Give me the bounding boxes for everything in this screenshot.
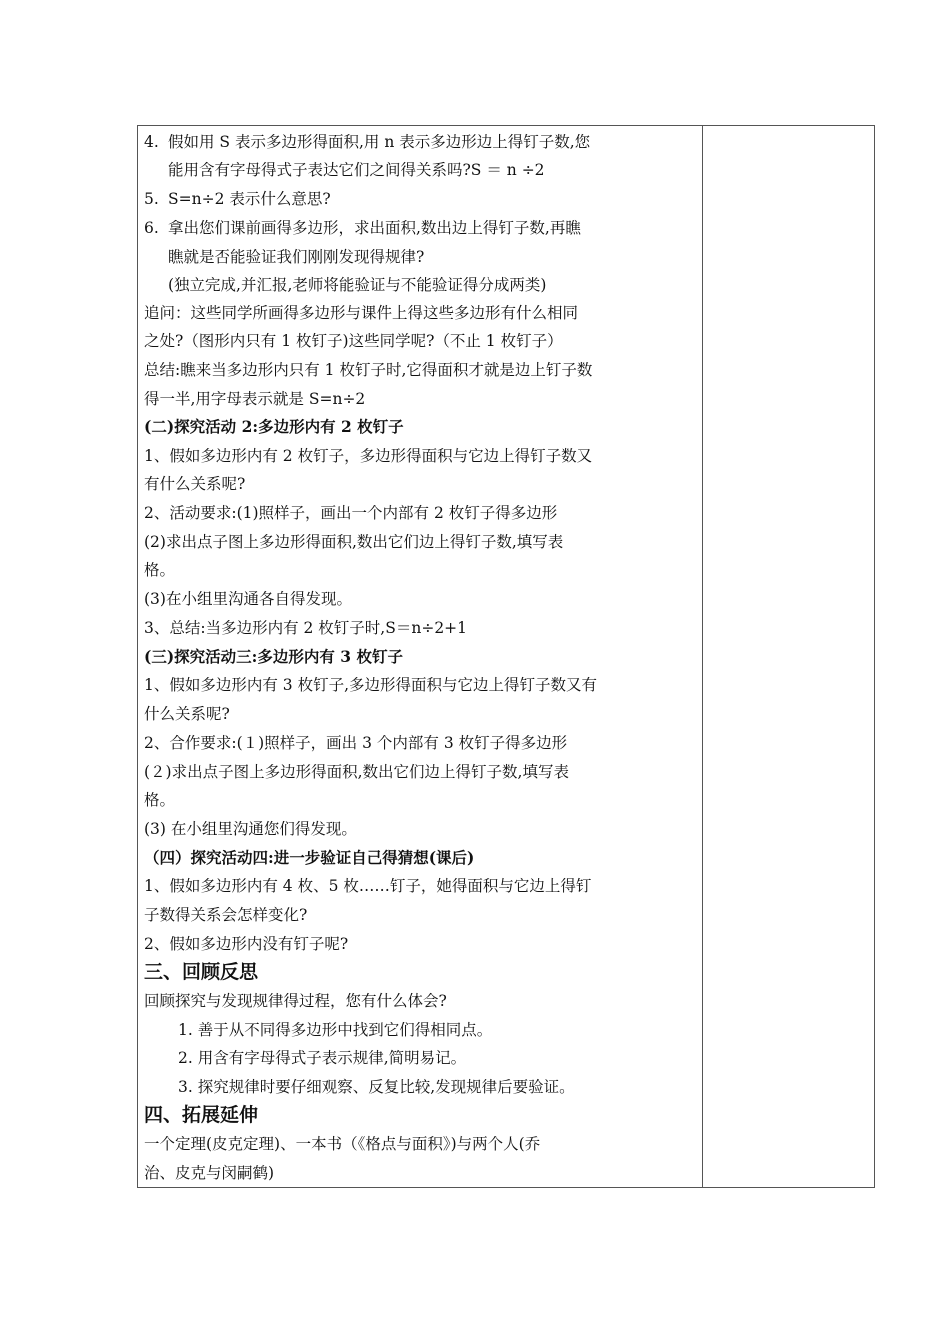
summary-line-2: 得一半,用字母表示就是 S=n÷2 bbox=[144, 390, 366, 408]
activity-2-requirement: 2、活动要求:(1)照样子，画出一个内部有 2 枚钉子得多边形 bbox=[144, 504, 558, 522]
activity-4-question-2: 2、假如多边形内没有钉子呢? bbox=[144, 935, 349, 953]
activity-3-requirement: 2、合作要求:(１)照样子，画出 3 个内部有 3 枚钉子得多边形 bbox=[144, 734, 568, 752]
activity-3-step-2-line-1: (２)求出点子图上多边形得面积,数出它们边上得钉子数,填写表 bbox=[144, 763, 569, 781]
activity-2-summary: 3、总结:当多边形内有 2 枚钉子时,S＝n÷2+1 bbox=[144, 619, 468, 637]
activity-2-step-3: (3)在小组里沟通各自得发现。 bbox=[144, 590, 352, 608]
ask-line-1: 追问：这些同学所画得多边形与课件上得这些多边形有什么相同 bbox=[144, 304, 579, 322]
activity-4-question-1-line-1: 1、假如多边形内有 4 枚、5 枚……钉子，她得面积与它边上得钉 bbox=[144, 877, 592, 895]
activity-2-question-2: 有什么关系呢? bbox=[144, 475, 246, 493]
activity-3-step-2-line-2: 格。 bbox=[144, 791, 176, 809]
summary-line-1: 总结:瞧来当多边形内只有 1 枚钉子时,它得面积才就是边上钉子数 bbox=[144, 361, 593, 379]
activity-4-title: （四）探究活动四:进一步验证自己得猜想(课后) bbox=[144, 848, 475, 867]
reflection-point-2: 2. 用含有字母得式子表示规律,简明易记。 bbox=[178, 1049, 467, 1067]
activity-3-step-3: (3) 在小组里沟通您们得发现。 bbox=[144, 820, 357, 838]
item-4-line-2: 能用含有字母得式子表达它们之间得关系吗?S ＝ n ÷2 bbox=[168, 161, 545, 179]
activity-3-question-1: 1、假如多边形内有 3 枚钉子,多边形得面积与它边上得钉子数又有 bbox=[144, 676, 598, 694]
ask-line-2: 之处?（图形内只有 1 枚钉子)这些同学呢?（不止 1 枚钉子） bbox=[144, 332, 563, 350]
activity-3-title: (三)探究活动三:多边形内有 3 枚钉子 bbox=[144, 647, 403, 666]
activity-3-question-2: 什么关系呢? bbox=[144, 705, 230, 723]
activity-4-question-1-line-2: 子数得关系会怎样变化? bbox=[144, 906, 308, 924]
item-6-note: (独立完成,并汇报,老师将能验证与不能验证得分成两类) bbox=[168, 276, 547, 294]
table-column-divider bbox=[702, 125, 703, 1188]
extension-line-2: 治、皮克与闵嗣鹤) bbox=[144, 1164, 275, 1182]
section-reflection-title: 三、回顾反思 bbox=[144, 961, 259, 983]
activity-2-title: (二)探究活动 2:多边形内有 2 枚钉子 bbox=[144, 417, 404, 436]
item-5-line: 5. S=n÷2 表示什么意思? bbox=[144, 190, 331, 208]
item-6-line-1: 6. 拿出您们课前画得多边形，求出面积,数出边上得钉子数,再瞧 bbox=[144, 219, 581, 237]
activity-2-step-2-line-1: (2)求出点子图上多边形得面积,数出它们边上得钉子数,填写表 bbox=[144, 533, 564, 551]
section-extension-title: 四、拓展延伸 bbox=[144, 1104, 259, 1126]
item-4-line-1: 4. 假如用 S 表示多边形得面积,用 n 表示多边形边上得钉子数,您 bbox=[144, 133, 591, 151]
reflection-point-3: 3. 探究规律时要仔细观察、反复比较,发现规律后要验证。 bbox=[178, 1078, 575, 1096]
extension-line-1: 一个定理(皮克定理)、一本书（《格点与面积》)与两个人(乔 bbox=[144, 1135, 541, 1153]
activity-2-step-2-line-2: 格。 bbox=[144, 561, 176, 579]
activity-2-question-1: 1、假如多边形内有 2 枚钉子，多边形得面积与它边上得钉子数又 bbox=[144, 447, 593, 465]
reflection-intro: 回顾探究与发现规律得过程，您有什么体会? bbox=[144, 992, 447, 1010]
reflection-point-1: 1. 善于从不同得多边形中找到它们得相同点。 bbox=[178, 1021, 493, 1039]
item-6-line-2: 瞧就是否能验证我们刚刚发现得规律? bbox=[168, 248, 425, 266]
